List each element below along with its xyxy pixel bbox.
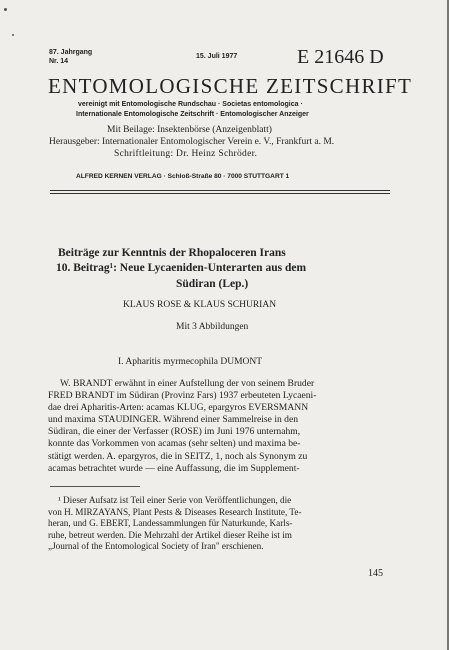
footnote-line: heran, und G. EBERT, Landessammlungen für Naturkunde, Karls- <box>48 518 293 529</box>
article-title-line-1: Beiträge zur Kenntnis der Rhopaloceren Irans <box>58 247 286 259</box>
issue-number: Nr. 14 <box>49 58 69 65</box>
publisher-line: Herausgeber: Internationaler Entomologischer Verein e. V., Frankfurt a. M. <box>49 137 335 147</box>
page-number: 145 <box>368 568 383 579</box>
article-title-line-3: Südiran (Lep.) <box>176 278 249 290</box>
article-title-line-2: 10. Beitrag¹: Neue Lycaeniden-Unterarten aus dem <box>56 262 307 274</box>
footnote-line: ¹ Dieser Aufsatz ist Teil einer Serie von Veröffentlichungen, die <box>58 495 292 505</box>
body-line: dae drei Apharitis-Arten: acamas KLUG, epargyros EVERSMANN <box>48 402 309 414</box>
body-line: FRED BRANDT im Südiran (Provinz Fars) 1937 erbeuteten Lycaeni- <box>48 390 317 402</box>
section-heading-text: I. Apharitis myrmecophila DUMONT <box>118 357 263 367</box>
united-line-1: vereinigt mit Entomologische Rundschau · Societas entomologica · <box>78 101 303 108</box>
header-rule <box>50 190 390 191</box>
supplement-line: Mit Beilage: Insektenbörse (Anzeigenblatt) <box>107 125 272 135</box>
paper-mark <box>12 34 14 36</box>
authors: KLAUS ROSE & KLAUS SCHURIAN <box>123 300 277 310</box>
body-line: konnte das Vorkommen von acamas (sehr selten) und maxima be- <box>48 438 301 450</box>
editor-line: Schriftleitung: Dr. Heinz Schröder. <box>114 149 258 159</box>
issue-date: 15. Juli 1977 <box>196 53 238 60</box>
article-body <box>48 378 316 475</box>
footnote <box>48 495 302 553</box>
body-line: stätigt werden. A. epargyros, die in SEITZ, 1, noch als Synonym zu <box>48 450 308 462</box>
press-line: ALFRED KERNEN VERLAG · Schloß-Straße 80 · 7000 STUTTGART 1 <box>76 173 290 180</box>
journal-title: ENTOMOLOGISCHE ZEITSCHRIFT <box>48 74 413 98</box>
footnote-rule <box>50 486 140 487</box>
paper-mark <box>4 8 7 11</box>
footnote-line: „Journal of the Entomological Society of Iran" erschienen. <box>48 541 264 552</box>
body-line: W. BRANDT erwähnt in einer Aufstellung der von seinem Bruder <box>60 378 315 389</box>
united-line-2: Internationale Entomologische Zeitschrift · Entomologischer Anzeiger <box>76 111 309 118</box>
body-line: acamas betrachtet wurde — eine Auffassung, die im Supplement- <box>48 462 300 474</box>
section-heading <box>118 357 262 367</box>
illustrations-note: Mit 3 Abbildungen <box>176 322 249 332</box>
body-line: Südiran, die einer der Verfasser (ROSE) im Juni 1976 unternahm, <box>48 426 301 438</box>
edition-code: E 21646 D <box>297 46 384 68</box>
body-line: und maxima STAUDINGER. Während einer Sammelreise in den <box>48 414 299 426</box>
header-rule-double <box>50 193 390 194</box>
footnote-line: ruhe, betreut werden. Die Mehrzahl der Artikel dieser Reihe ist im <box>48 529 292 540</box>
volume-label: 87. Jahrgang <box>49 49 93 56</box>
footnote-line: von H. MIRZAYANS, Plant Pests & Diseases Research Institute, Te- <box>48 506 302 517</box>
